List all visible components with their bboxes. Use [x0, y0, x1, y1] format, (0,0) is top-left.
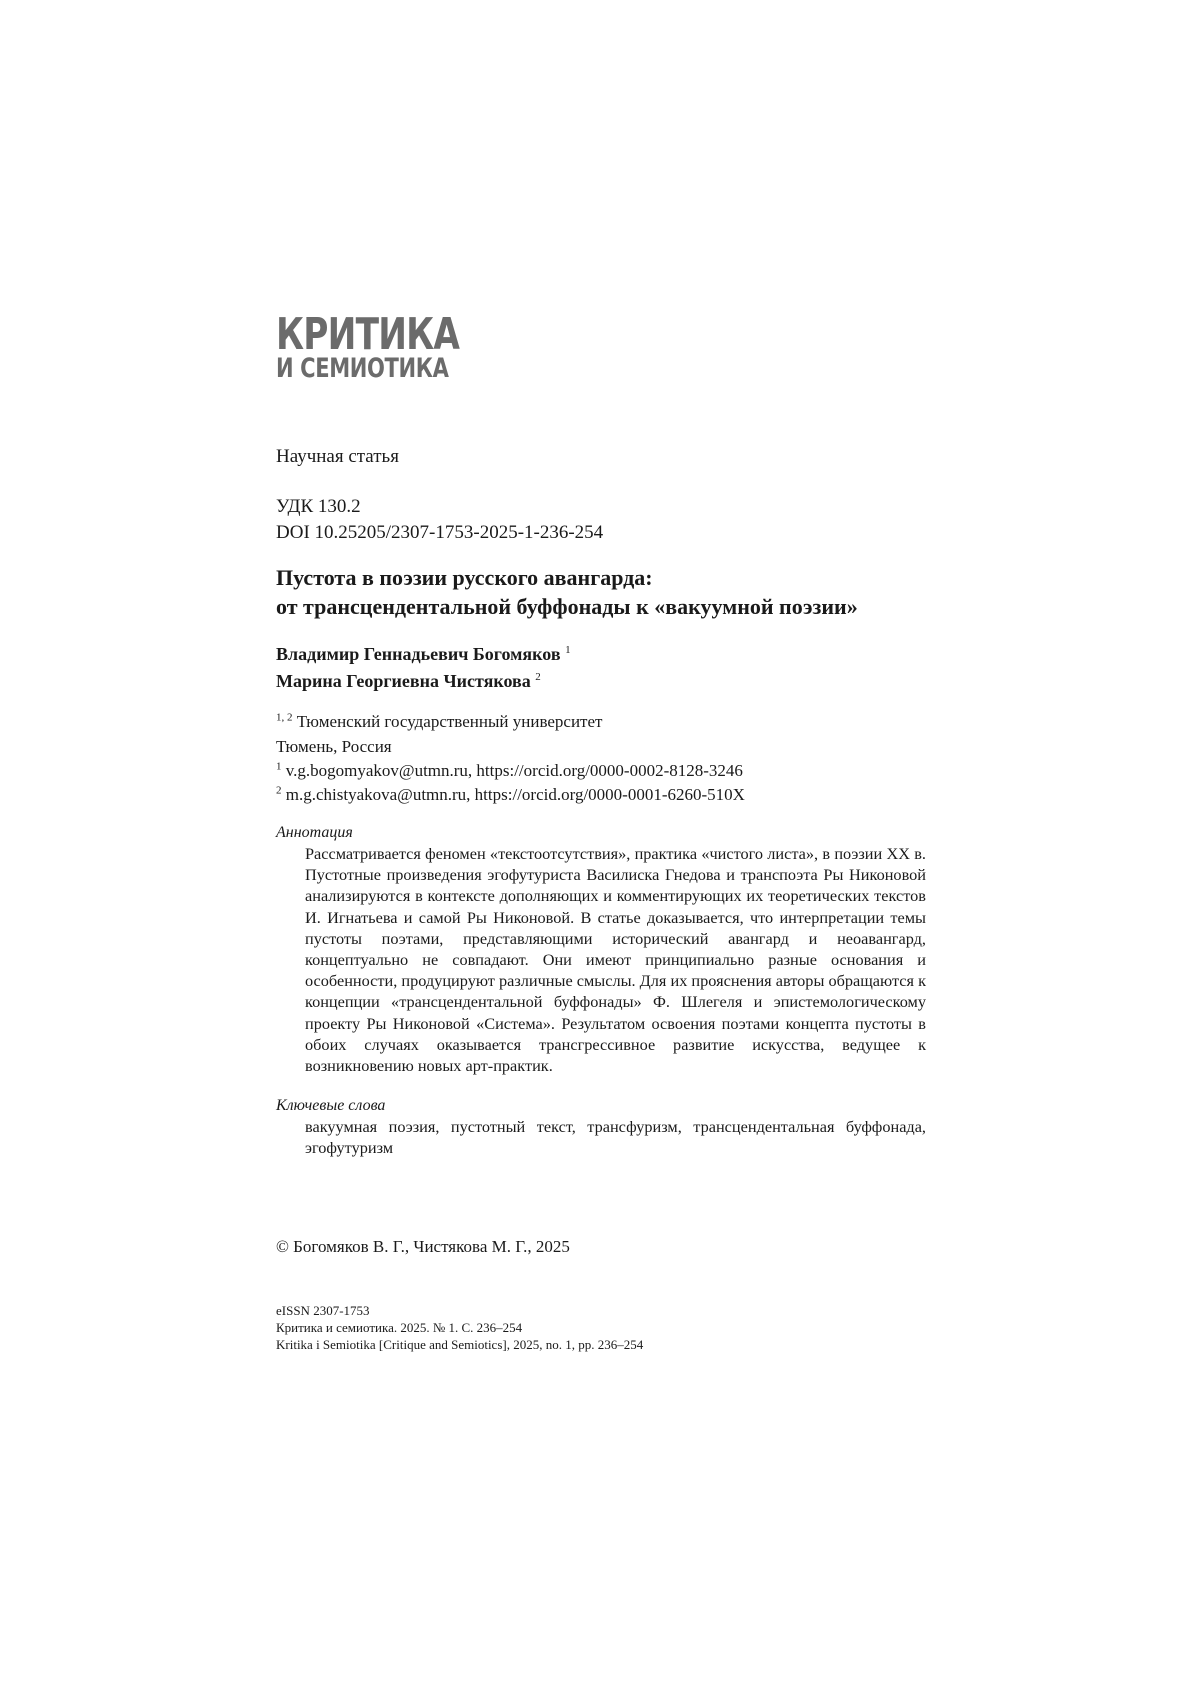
affiliation-university-name: Тюменский государственный университет	[297, 712, 603, 731]
article-type: Научная статья	[276, 446, 926, 468]
author-name	[276, 641, 926, 668]
author-affiliation-mark: 1	[565, 644, 571, 656]
abstract-label: Аннотация	[276, 824, 353, 842]
citation-en: Kritika i Semiotika [Critique and Semiotics], 2025, no. 1, pp. 236–254	[276, 1336, 926, 1353]
udk-code: УДК 130.2	[276, 494, 926, 520]
contact-text: m.g.chistyakova@utmn.ru, https://orcid.org/0000-0001-6260-510X	[286, 785, 745, 804]
doi: DOI 10.25205/2307-1753-2025-1-236-254	[276, 520, 926, 546]
author-list	[276, 641, 926, 695]
contact-text: v.g.bogomyakov@utmn.ru, https://orcid.org/0000-0002-8128-3246	[286, 761, 743, 780]
article-title	[276, 563, 926, 621]
author-name	[276, 668, 926, 695]
affiliation	[276, 709, 926, 759]
author-contacts	[276, 759, 926, 807]
affiliation-university	[276, 709, 926, 734]
abstract-text: Рассматривается феномен «текстоотсутствия», практика «чистого листа», в поэзии XX в. Пустотные произведения эгофутуриста Василиска Гнедова и транспоэта Ры Никоновой анализируются в контексте дополняющих и комментирующих их теоретических текстов И. Игнатьева и самой Ры Никоновой. В статье доказывается, что интерпретации темы пустоты поэтами, представляющими исторический авангард и неоавангард, концептуально не совпадают. Они имеют принципиально разные основания и особенности, продуцируют различные смыслы. Для их прояснения авторы обращаются к концепции «трансцендентальной буффонады» Ф. Шлегеля и эпистемологическому проекту Ры Никоновой «Система». Результатом освоения поэтами концепта пустоты в обоих случаях оказывается трансгрессивное развитие искусства, ведущее к возникновению новых арт-практик.	[305, 843, 926, 1076]
contact-mark: 1	[276, 760, 282, 772]
citation-ru: Критика и семиотика. 2025. № 1. С. 236–254	[276, 1319, 926, 1336]
classification-block	[276, 494, 926, 546]
author-name-text: Владимир Геннадьевич Богомяков	[276, 644, 561, 664]
journal-logo-line1: КРИТИКА	[276, 313, 459, 357]
contact-mark: 2	[276, 784, 282, 796]
author-name-text: Марина Георгиевна Чистякова	[276, 671, 531, 691]
affiliation-mark: 1, 2	[276, 711, 293, 723]
article-first-page	[0, 0, 1200, 1697]
affiliation-location: Тюмень, Россия	[276, 734, 926, 759]
contact-line	[276, 759, 926, 783]
eissn: eISSN 2307-1753	[276, 1302, 926, 1319]
journal-logo	[276, 313, 459, 382]
article-title-line1: Пустота в поэзии русского авангарда:	[276, 563, 926, 592]
publication-footer	[276, 1302, 926, 1353]
copyright: © Богомяков В. Г., Чистякова М. Г., 2025	[276, 1237, 926, 1257]
journal-logo-line2: И СЕМИОТИКА	[276, 355, 459, 382]
keywords-label: Ключевые слова	[276, 1097, 385, 1115]
article-title-line2: от трансцендентальной буффонады к «вакуумной поэзии»	[276, 592, 926, 621]
contact-line	[276, 783, 926, 807]
author-affiliation-mark: 2	[535, 671, 541, 683]
keywords-text: вакуумная поэзия, пустотный текст, трансфуризм, трансцендентальная буффонада, эгофутуризм	[305, 1116, 926, 1158]
